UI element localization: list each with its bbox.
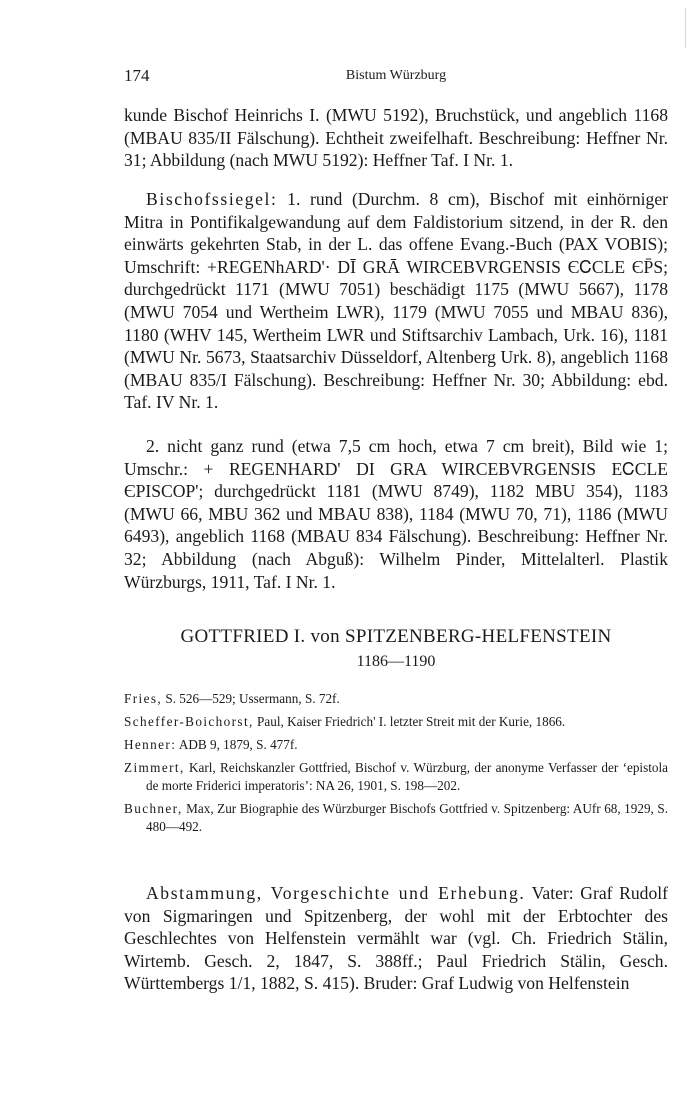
bibliography-entry [124,736,668,754]
paragraph-continuation: kunde Bischof Heinrichs I. (MWU 5192), Bruchstück, und angeblich 1168 (MBAU 835/II Fälschung). Echtheit zweifelhaft. Beschreibung: Heffner Nr. 31; Abbildung (nach MWU 5192): Heffner Taf. I Nr. 1. [124,105,668,171]
bibliography-author: Buchner, [124,801,183,816]
bibliography-entry [124,690,668,708]
paragraph-text: 1. rund (Durchm. 8 cm), Bischof mit einhörniger Mitra in Pontifikalgewandung auf dem Faldistorium sitzend, in der R. den einwärts gekehrten Stab, in der L. das offene Evang.-Buch (PAX VOBIS); Umschrift: +REGENhARD'· DĪ GRĀ WIRCEBVRGENSIS ЄᏟCLE ЄP̄S; durchgedrückt 1171 (MWU 7051) beschädigt 1175 (MWU 5667), 1178 (MWU 7054 und Wertheim LWR), 1179 (MWU 7055 und MBAU 836), 1180 (WHV 145, Wertheim LWR und Stiftsarchiv Lambach, Urk. 16), 1181 (MWU Nr. 5673, Staatsarchiv Düsseldorf, Altenberg Urk. 8), angeblich 1168 (MBAU 835/I Fälschung). Beschreibung: Heffner Nr. 30; Abbildung: ebd. Taf. IV Nr. 1. [124,189,668,413]
bibliography-author: Fries, [124,691,163,706]
bibliography-author: Zimmert, [124,760,185,775]
bibliography-text: ADB 9, 1879, S. 477f. [176,737,298,752]
page-header [124,66,668,88]
bibliography-author: Scheffer-Boichorst, [124,714,254,729]
bibliography-author: Henner: [124,737,177,752]
bibliography-text: S. 526—529; Ussermann, S. 72f. [162,691,340,706]
scan-edge-mark [685,8,696,48]
paragraph-label: Abstammung, Vorgeschichte und Erhebung. [146,883,526,903]
paragraph-bishop-seal-1 [124,188,668,414]
bibliography-text: Paul, Kaiser Friedrich' I. letzter Streit mit der Kurie, 1866. [253,714,566,729]
bibliography-text: Karl, Reichskanzler Gottfried, Bischof v. Würzburg, der anonyme Verfasser der ‘epistola de morte Friderici imperatoris’: NA 26, 1901, S. 198—202. [146,760,668,793]
page-number: 174 [124,66,150,85]
bibliography-entry [124,759,668,795]
section-years: 1186—1190 [356,653,436,670]
running-title: Bistum Würzburg [345,68,447,83]
paragraph-label: Bischofssiegel: [146,189,278,209]
section-title: GOTTFRIED I. von SPITZENBERG-HELFENSTEIN [180,626,612,647]
bibliography-entry [124,800,668,836]
paragraph-origin [124,882,668,995]
paragraph-text: Vater: Graf Rudolf von Sigmaringen und Spitzenberg, der wohl mit der Erbtochter des Geschlechtes von Helfenstein vermählt war (vgl. Ch. Friedrich Stälin, Wirtemb. Gesch. 2, 1847, S. 388ff.; Paul Friedrich Stälin, Gesch. Württembergs 1/1, 1882, S. 415). Bruder: Graf Ludwig von Helfenstein [124,883,668,994]
bibliography-text: Max, Zur Biographie des Würzburger Bischofs Gottfried v. Spitzenberg: AUfr 68, 1929, S. 480—492. [146,801,668,834]
paragraph-bishop-seal-2: 2. nicht ganz rund (etwa 7,5 cm hoch, etwa 7 cm breit), Bild wie 1; Umschr.: + REGENHARD' DI GRA WIRCEBVRGENSIS EᏟCLE ЄPISCOP'; durchgedrückt 1181 (MWU 8749), 1182 MBU 354), 1183 (MWU 66, MBU 362 und MBAU 838), 1184 (MWU 70, 71), 1186 (MWU 6493), angeblich 1168 (MBAU 834 Fälschung). Beschreibung: Heffner Nr. 32; Abbildung (nach Abguß): Wilhelm Pinder, Mittelalterl. Plastik Würzburgs, 1911, Taf. I Nr. 1. [124,436,668,592]
bibliography-entry [124,713,668,731]
bibliography [124,690,668,841]
